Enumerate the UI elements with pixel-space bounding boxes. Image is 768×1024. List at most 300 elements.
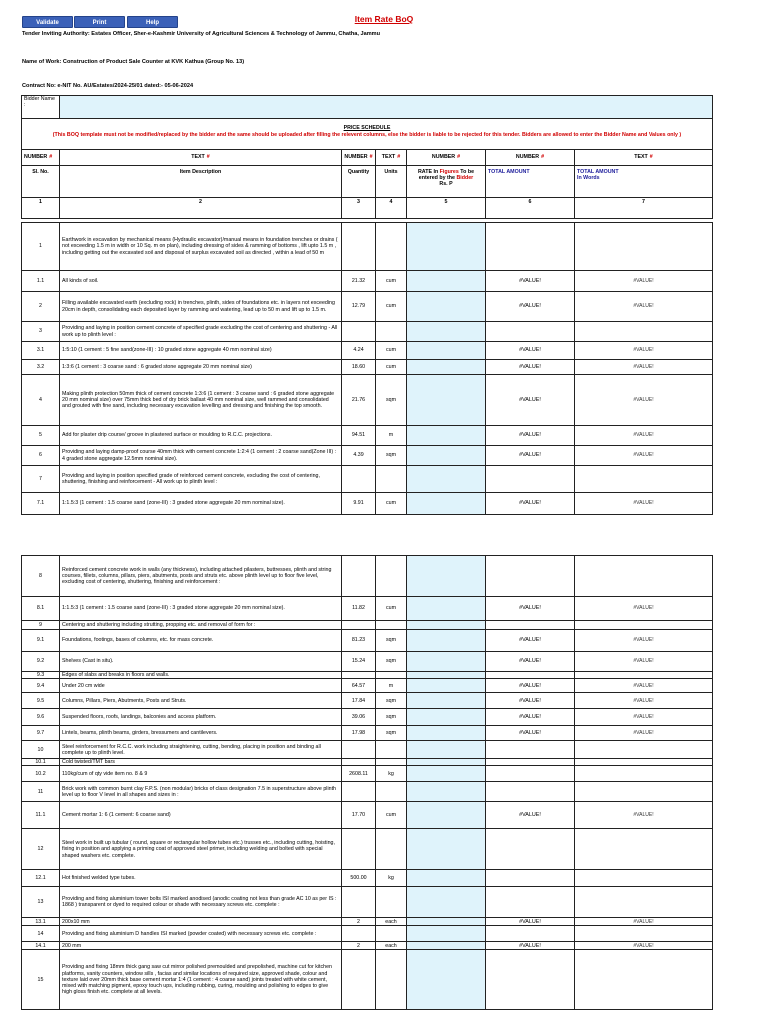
table-row [22, 759, 713, 766]
item-description-cell: Suspended floors, roofs, landings, balconies and access platform. [60, 709, 342, 726]
item-description-header: Item Description [60, 166, 342, 198]
contract-no: Contract No: e-NIT No. AU/Estates/2024-25/01 dated:- 05-06-2024 [22, 83, 194, 89]
unit-cell: cum [376, 292, 407, 322]
table-row [22, 741, 713, 759]
rate-input-cell[interactable] [407, 630, 486, 652]
total-amount-cell: #VALUE! [486, 271, 575, 292]
unit-cell: cum [376, 597, 407, 621]
amount-words-cell: #VALUE! [575, 271, 713, 292]
item-description-cell: Providing and fixing aluminium D handles ISI marked (powder coated) with necessary screws etc. complete : [60, 926, 342, 942]
rate-header-part: RATE In [417, 169, 440, 175]
table-row [22, 782, 713, 802]
amount-words-cell [575, 926, 713, 942]
quantity-cell [342, 621, 376, 630]
item-description-cell: Steel work in built up tubular ( round, square or rectangular hollow tubes etc.) trusses etc., including cutting, hoisting, fixing in position and applying a priming coat of approved steel primer, including welding and bolted with special shaped washers etc. complete. [60, 829, 342, 870]
type-label: TEXT [191, 154, 205, 161]
sl-no-cell: 14 [22, 926, 60, 942]
sl-no-cell: 5 [22, 426, 60, 446]
total-amount-cell: #VALUE! [486, 802, 575, 829]
item-description-cell: Under 20 cm wide [60, 679, 342, 693]
table-row [22, 766, 713, 782]
quantity-cell [342, 322, 376, 342]
rate-input-cell[interactable] [407, 597, 486, 621]
rate-input-cell[interactable] [407, 360, 486, 375]
type-cell [575, 150, 713, 166]
unit-cell [376, 782, 407, 802]
item-description-cell: 1:3:6 (1 cement : 3 coarse sand : 6 graded stone aggregate 20 mm nominal size) [60, 360, 342, 375]
unit-cell: cum [376, 360, 407, 375]
item-description-cell: Cement mortar 1: 6 (1 cement: 6 coarse sand) [60, 802, 342, 829]
table-row [22, 926, 713, 942]
rate-input-cell[interactable] [407, 726, 486, 741]
quantity-cell [342, 926, 376, 942]
quantity-cell: 17.98 [342, 726, 376, 741]
sl-no-cell: 10 [22, 741, 60, 759]
rate-header-currency: Rs. P [439, 181, 453, 188]
item-description-cell: Lintels, beams, plinth beams, girders, bressumers and cantilevers. [60, 726, 342, 741]
table-row [22, 493, 713, 515]
unit-cell [376, 759, 407, 766]
price-schedule-cell [22, 119, 713, 150]
amount-words-cell: #VALUE! [575, 446, 713, 466]
table-row [22, 693, 713, 709]
amount-words-cell: #VALUE! [575, 292, 713, 322]
rate-input-cell[interactable] [407, 672, 486, 679]
sl-no-cell: 9.7 [22, 726, 60, 741]
amount-words-cell [575, 556, 713, 597]
total-amount-cell [486, 621, 575, 630]
unit-cell [376, 322, 407, 342]
table-row [22, 802, 713, 829]
sl-no-cell: 6 [22, 446, 60, 466]
type-cell [486, 150, 575, 166]
total-amount-cell: #VALUE! [486, 709, 575, 726]
rate-header [407, 166, 486, 198]
table-row [22, 870, 713, 887]
table-row [22, 556, 713, 597]
total-amount-cell: #VALUE! [486, 426, 575, 446]
unit-cell: sqm [376, 652, 407, 672]
amount-words-cell [575, 870, 713, 887]
boq-header-table [21, 95, 713, 219]
item-description-cell: Providing and laying in position specified grade of reinforced cement concrete, excluding the cost of centering, shuttering, finishing and reinforcement - All work up to plinth level : [60, 466, 342, 493]
price-schedule-title: PRICE SCHEDULE [343, 125, 391, 131]
table-row [22, 918, 713, 926]
type-mark: # [206, 154, 210, 161]
quantity-cell: 11.82 [342, 597, 376, 621]
quantity-cell: 2608.11 [342, 766, 376, 782]
table-row [22, 466, 713, 493]
total-amount-cell [486, 926, 575, 942]
total-amount-cell: #VALUE! [486, 493, 575, 515]
item-description-cell: 1:1.5:3 (1 cement : 1.5 coarse sand (zone-III) : 3 graded stone aggregate 20 mm nominal size). [60, 493, 342, 515]
sl-no-cell: 9.2 [22, 652, 60, 672]
type-cell [60, 150, 342, 166]
quantity-cell [342, 223, 376, 271]
sl-no-cell: 3.1 [22, 342, 60, 360]
total-amount-cell: #VALUE! [486, 446, 575, 466]
quantity-cell: 81.23 [342, 630, 376, 652]
total-amount-cell: #VALUE! [486, 597, 575, 621]
sl-no-cell: 13 [22, 887, 60, 918]
rate-input-cell[interactable] [407, 950, 486, 1010]
item-description-cell: 200 mm [60, 942, 342, 950]
rate-input-cell[interactable] [407, 271, 486, 292]
rate-input-cell[interactable] [407, 466, 486, 493]
total-amount-cell: #VALUE! [486, 652, 575, 672]
sl-no-cell: 8 [22, 556, 60, 597]
unit-cell: kg [376, 766, 407, 782]
unit-cell [376, 621, 407, 630]
quantity-cell [342, 950, 376, 1010]
total-amount-cell [486, 950, 575, 1010]
sl-no-cell: 7 [22, 466, 60, 493]
sl-no-cell: 1 [22, 223, 60, 271]
table-row [22, 597, 713, 621]
amount-words-cell: #VALUE! [575, 693, 713, 709]
quantity-cell: 39.06 [342, 709, 376, 726]
item-description-cell: Hot finished welded type tubes. [60, 870, 342, 887]
type-mark: # [457, 154, 461, 161]
rate-input-cell[interactable] [407, 679, 486, 693]
quantity-cell: 18.60 [342, 360, 376, 375]
total-amount-cell [486, 766, 575, 782]
type-mark: # [541, 154, 545, 161]
total-amount-cell: #VALUE! [486, 292, 575, 322]
unit-cell [376, 887, 407, 918]
sl-no-cell: 9.5 [22, 693, 60, 709]
rate-input-cell[interactable] [407, 556, 486, 597]
total-amount-cell: #VALUE! [486, 918, 575, 926]
column-number: 3 [342, 198, 376, 219]
item-description-cell: 1:5:10 (1 cement : 5 fine sand(zone-III) : 10 graded stone aggregate 40 mm nominal size) [60, 342, 342, 360]
table-row [22, 630, 713, 652]
sl-no-cell: 14.1 [22, 942, 60, 950]
type-cell [376, 150, 407, 166]
quantity-cell [342, 672, 376, 679]
sl-no-cell: 7.1 [22, 493, 60, 515]
amount-words-cell [575, 466, 713, 493]
rate-input-cell[interactable] [407, 342, 486, 360]
column-number: 7 [575, 198, 713, 219]
column-number-row [22, 198, 713, 219]
total-amount-cell [486, 870, 575, 887]
sl-no-cell: 11 [22, 782, 60, 802]
type-mark: # [649, 154, 653, 161]
rate-input-cell[interactable] [407, 322, 486, 342]
type-mark: # [49, 154, 53, 161]
bidder-name-input[interactable] [60, 96, 713, 119]
type-label: NUMBER [431, 154, 456, 161]
unit-cell: cum [376, 271, 407, 292]
rate-input-cell[interactable] [407, 709, 486, 726]
total-amount-cell [486, 466, 575, 493]
column-number: 6 [486, 198, 575, 219]
table-row [22, 223, 713, 271]
quantity-cell: 4.24 [342, 342, 376, 360]
amount-words-cell: #VALUE! [575, 630, 713, 652]
amount-words-cell: #VALUE! [575, 942, 713, 950]
sl-no-cell: 11.1 [22, 802, 60, 829]
table-row [22, 426, 713, 446]
unit-cell: sqm [376, 375, 407, 426]
unit-cell: each [376, 942, 407, 950]
amount-words-cell: #VALUE! [575, 426, 713, 446]
sl-no-header: Sl. No. [22, 166, 60, 198]
amount-words-cell [575, 672, 713, 679]
column-number: 2 [60, 198, 342, 219]
item-description-cell: Steel reinforcement for R.C.C. work including straightening, cutting, bending, placing in position and binding all complete up to plinth level. [60, 741, 342, 759]
item-description-cell: Foundations, footings, bases of columns, etc. for mass concrete. [60, 630, 342, 652]
item-description-cell: Earthwork in excavation by mechanical means (Hydraulic excavator)/manual means in foundation trenches or drains ( not exceeding 1.5 m in width or 10 Sq. m on plan), including dressing of sides & ramming of bottoms , lift upto 1.5 m , including getting out the excavated soil and disposal of surplus excavated soil as directed , within a lead of 50 m [60, 223, 342, 271]
quantity-cell: 21.76 [342, 375, 376, 426]
quantity-cell [342, 556, 376, 597]
total-amount-cell: #VALUE! [486, 726, 575, 741]
quantity-cell: 2 [342, 918, 376, 926]
amount-words-title: TOTAL AMOUNT [577, 169, 619, 175]
total-amount-cell [486, 887, 575, 918]
type-mark: # [369, 154, 373, 161]
table-row [22, 679, 713, 693]
total-amount-cell: #VALUE! [486, 693, 575, 709]
amount-words-cell [575, 621, 713, 630]
amount-words-cell: #VALUE! [575, 802, 713, 829]
rate-input-cell[interactable] [407, 782, 486, 802]
type-mark: # [397, 154, 401, 161]
column-number: 5 [407, 198, 486, 219]
quantity-cell: 64.57 [342, 679, 376, 693]
rate-input-cell[interactable] [407, 802, 486, 829]
item-description-cell: Add for plaster drip course/ groove in plastered surface or moulding to R.C.C. projections. [60, 426, 342, 446]
sl-no-cell: 1.1 [22, 271, 60, 292]
sl-no-cell: 10.2 [22, 766, 60, 782]
rate-input-cell[interactable] [407, 693, 486, 709]
rate-input-cell[interactable] [407, 926, 486, 942]
quantity-cell: 2 [342, 942, 376, 950]
amount-words-cell [575, 766, 713, 782]
rate-input-cell[interactable] [407, 223, 486, 271]
rate-input-cell[interactable] [407, 621, 486, 630]
sl-no-cell: 9.3 [22, 672, 60, 679]
quantity-cell: 21.32 [342, 271, 376, 292]
rate-input-cell[interactable] [407, 375, 486, 426]
type-cell [407, 150, 486, 166]
rate-input-cell[interactable] [407, 446, 486, 466]
unit-cell: m [376, 426, 407, 446]
column-number: 1 [22, 198, 60, 219]
boq-table-part-1 [21, 222, 713, 515]
print-button[interactable]: Print [74, 16, 125, 28]
quantity-cell [342, 829, 376, 870]
boq-table-part-2 [21, 555, 713, 1010]
sl-no-cell: 13.1 [22, 918, 60, 926]
rate-input-cell[interactable] [407, 493, 486, 515]
amount-words-cell [575, 782, 713, 802]
total-amount-cell [486, 741, 575, 759]
rate-input-cell[interactable] [407, 426, 486, 446]
total-amount-cell [486, 782, 575, 802]
page-title: Item Rate BoQ [354, 14, 414, 24]
amount-words-cell: #VALUE! [575, 493, 713, 515]
amount-words-cell [575, 223, 713, 271]
item-description-cell: Reinforced cement concrete work in walls (any thickness), including attached pilasters, buttresses, plinth and string courses, fillets, columns, pillars, piers, abutments, posts and struts etc. above plinth level up to floor five level, excluding cost of centering, shuttering, finishing and reinforcement : [60, 556, 342, 597]
total-amount-cell: #VALUE! [486, 360, 575, 375]
type-cell [22, 150, 60, 166]
sl-no-cell: 3 [22, 322, 60, 342]
table-row [22, 652, 713, 672]
total-amount-cell: #VALUE! [486, 375, 575, 426]
table-row [22, 829, 713, 870]
item-description-cell: 1:1.5:3 (1 cement : 1.5 coarse sand (zone-III) : 3 graded stone aggregate 20 mm nominal size). [60, 597, 342, 621]
sl-no-cell: 9.4 [22, 679, 60, 693]
rate-input-cell[interactable] [407, 741, 486, 759]
item-description-cell: Columns, Pillars, Piers, Abutments, Posts and Struts. [60, 693, 342, 709]
amount-words-cell [575, 950, 713, 1010]
rate-header-part: To be entered by the [418, 169, 475, 182]
rate-input-cell[interactable] [407, 652, 486, 672]
rate-header-bidder: Bidder [456, 175, 474, 182]
unit-cell [376, 950, 407, 1010]
table-row [22, 375, 713, 426]
sl-no-cell: 4 [22, 375, 60, 426]
bidder-name-label: Bidder Name : [22, 96, 60, 119]
total-amount-cell: #VALUE! [486, 630, 575, 652]
item-description-cell: Cold twisted/TMT bars [60, 759, 342, 766]
unit-cell: sqm [376, 709, 407, 726]
rate-input-cell[interactable] [407, 292, 486, 322]
table-row [22, 672, 713, 679]
quantity-cell [342, 782, 376, 802]
quantity-cell [342, 887, 376, 918]
table-row [22, 446, 713, 466]
work-name: Name of Work: Construction of Product Sale Counter at KVK Kathua (Group No. 13) [22, 59, 245, 65]
item-description-cell: Providing and laying damp-proof course 40mm thick with cement concrete 1:2:4 (1 cement : 2 coarse sand(Zone III) : 4 graded stone aggregate 12.5mm nominal size). [60, 446, 342, 466]
amount-words-cell [575, 322, 713, 342]
unit-cell: cum [376, 802, 407, 829]
total-amount-cell [486, 556, 575, 597]
type-label: TEXT [381, 154, 396, 161]
quantity-cell: 9.91 [342, 493, 376, 515]
quantity-cell: 500.00 [342, 870, 376, 887]
total-amount-cell: #VALUE! [486, 679, 575, 693]
quantity-cell [342, 759, 376, 766]
unit-cell [376, 223, 407, 271]
rate-input-cell[interactable] [407, 887, 486, 918]
validate-button[interactable]: Validate [22, 16, 73, 28]
unit-cell [376, 672, 407, 679]
item-description-cell: Centering and shuttering including strutting, propping etc. and removal of form for : [60, 621, 342, 630]
unit-cell: each [376, 918, 407, 926]
unit-cell: sqm [376, 693, 407, 709]
quantity-cell: 17.84 [342, 693, 376, 709]
table-row [22, 292, 713, 322]
amount-words-cell [575, 759, 713, 766]
amount-words-cell: #VALUE! [575, 360, 713, 375]
total-amount-cell [486, 672, 575, 679]
table-row [22, 322, 713, 342]
total-amount-cell [486, 322, 575, 342]
quantity-cell: 4.39 [342, 446, 376, 466]
sl-no-cell: 2 [22, 292, 60, 322]
amount-words-cell: #VALUE! [575, 679, 713, 693]
unit-cell [376, 741, 407, 759]
item-description-cell: Providing and fixing 18mm thick gang saw cut mirror polished premoulded and prepolished, machine cut for kitchen platforms, vanity counters, window sills , facias and similar locations of required size, approved shade, colour and texture laid over 20mm thick base cement mortar 1:4 (1 cement : 4 coarse sand) joints treated with white cement, mixed with matching pigment, epoxy touch ups, including rubbing, curing, moulding and polishing to edges to give high gloss finish etc. complete at all levels. [60, 950, 342, 1010]
rate-input-cell[interactable] [407, 870, 486, 887]
item-description-cell: Providing and fixing aluminium tower bolts ISI marked anodised (anodic coating not less than grade AC 10 as per IS : 1868 ) transparent or dyed to required colour or shade with necessary screws etc. complete : [60, 887, 342, 918]
item-description-cell: 200x10 mm [60, 918, 342, 926]
unit-cell [376, 926, 407, 942]
total-amount-cell: #VALUE! [486, 342, 575, 360]
amount-words-cell: #VALUE! [575, 726, 713, 741]
total-amount-cell: #VALUE! [486, 942, 575, 950]
unit-cell [376, 556, 407, 597]
total-amount-cell [486, 223, 575, 271]
help-button[interactable]: Help [127, 16, 178, 28]
table-row [22, 887, 713, 918]
rate-header-figures: Figures [439, 169, 459, 175]
sl-no-cell: 12.1 [22, 870, 60, 887]
rate-input-cell[interactable] [407, 829, 486, 870]
amount-words-cell: #VALUE! [575, 652, 713, 672]
table-row [22, 942, 713, 950]
unit-cell: sqm [376, 630, 407, 652]
rate-input-cell[interactable] [407, 759, 486, 766]
amount-words-cell [575, 829, 713, 870]
rate-input-cell[interactable] [407, 942, 486, 950]
table-row [22, 271, 713, 292]
unit-cell [376, 829, 407, 870]
unit-cell: kg [376, 870, 407, 887]
table-row [22, 342, 713, 360]
sl-no-cell: 12 [22, 829, 60, 870]
total-amount-header: TOTAL AMOUNT [486, 166, 575, 198]
sl-no-cell: 9.1 [22, 630, 60, 652]
item-description-cell: 110kg/cum of qty vide item no. 8 & 9 [60, 766, 342, 782]
item-description-cell: Making plinth protection 50mm thick of cement concrete 1:3:6 (1 cement : 3 coarse sand : 6 graded stone aggregate 20 mm nominal size) over 75mm thick bed of dry brick ballast 40 mm nominal size, well rammed and consolidated and grouted with fine sand, including necessary excavation levelling and dressing and finishing the top smooth. [60, 375, 342, 426]
amount-words-cell: #VALUE! [575, 709, 713, 726]
table-row [22, 709, 713, 726]
rate-input-cell[interactable] [407, 766, 486, 782]
table-row [22, 726, 713, 741]
amount-words-cell [575, 741, 713, 759]
sl-no-cell: 3.2 [22, 360, 60, 375]
sl-no-cell: 9.6 [22, 709, 60, 726]
amount-words-cell: #VALUE! [575, 597, 713, 621]
table-row [22, 950, 713, 1010]
sl-no-cell: 15 [22, 950, 60, 1010]
rate-input-cell[interactable] [407, 918, 486, 926]
type-cell [342, 150, 376, 166]
quantity-cell: 15.24 [342, 652, 376, 672]
table-row [22, 360, 713, 375]
total-amount-cell [486, 759, 575, 766]
unit-cell [376, 466, 407, 493]
item-description-cell: Edges of slabs and breaks in floors and walls. [60, 672, 342, 679]
quantity-cell: 17.70 [342, 802, 376, 829]
quantity-header: Quantity [342, 166, 376, 198]
unit-cell: m [376, 679, 407, 693]
type-label: TEXT [634, 154, 648, 161]
type-label: NUMBER [344, 154, 368, 161]
column-header-row [22, 166, 713, 198]
column-number: 4 [376, 198, 407, 219]
type-label: NUMBER [24, 154, 48, 161]
price-schedule-note: (This BOQ template must not be modified/replaced by the bidder and the same should be uploaded after filling the relevent columns, else the bidder is liable to be rejected for this tender. Bidders are allowed to enter the Bidder Name and Values only ) [52, 132, 682, 139]
amount-words-cell: #VALUE! [575, 342, 713, 360]
sl-no-cell: 8.1 [22, 597, 60, 621]
item-description-cell: All kinds of soil. [60, 271, 342, 292]
item-description-cell: Providing and laying in position cement concrete of specified grade excluding the cost of centering and shuttering - All work up to plinth level : [60, 322, 342, 342]
